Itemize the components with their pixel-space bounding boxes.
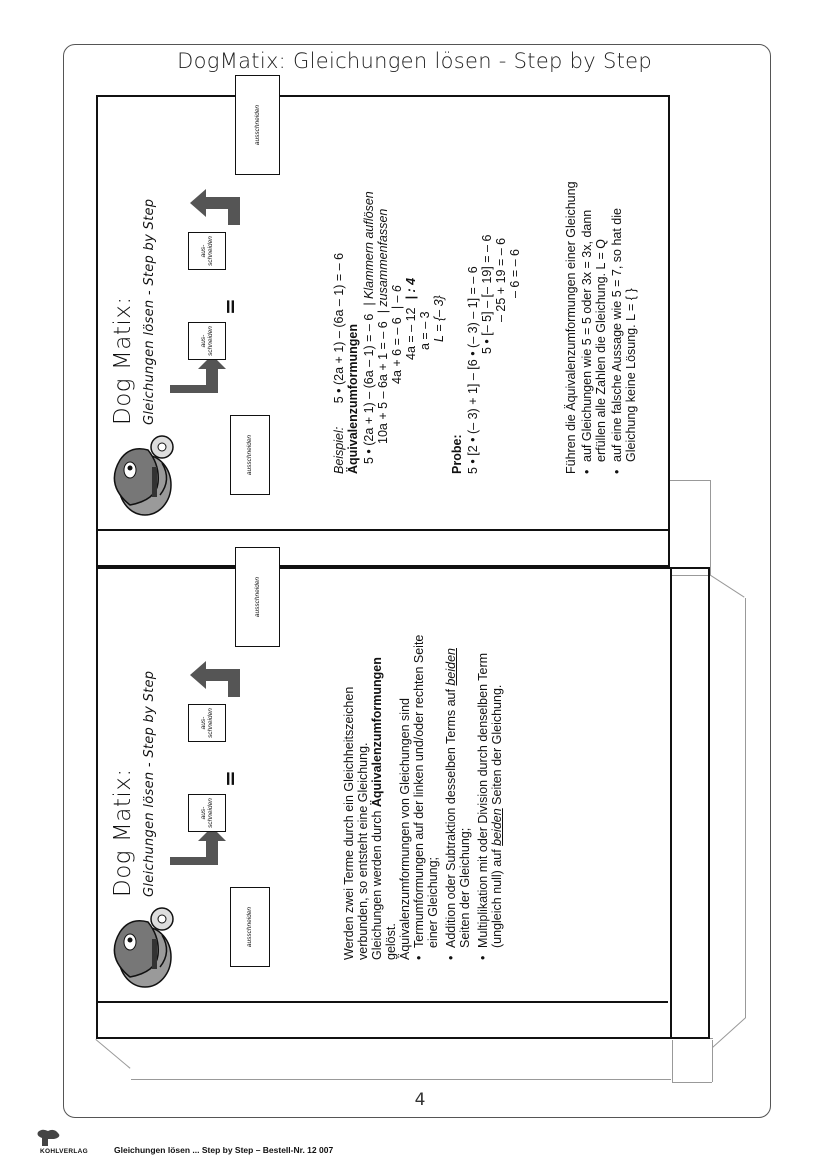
equals-sign: = [218, 298, 242, 315]
dog-mascot-icon [100, 430, 185, 525]
probe-row: 5 • [– 5] – [– 19] = – 6 [480, 234, 494, 354]
brand-subtitle: Gleichungen lösen - Step by Step [142, 670, 157, 897]
equation-row: 10a + 5 – 6a + 1 = – 6| zusammenfassen [376, 208, 390, 444]
cut-box-large-left: ausschneiden [230, 415, 270, 495]
intro-bullet: • Multiplikation mit oder Division durch denselben Term (ungleich null) auf beiden Seiten der Gleichung. [476, 620, 504, 960]
page-number: 4 [414, 1090, 426, 1110]
intro-paragraph: Äquivalenzumformungen von Gleichungen sind [398, 698, 412, 960]
intro-paragraph: Gleichungen werden durch Äquivalenzumformungen gelöst. [370, 657, 398, 960]
brand-name: Dog Matix: [110, 296, 136, 425]
probe-label: Probe: [450, 434, 464, 474]
probe-row: – 6 = – 6 [508, 249, 522, 298]
footer [34, 1128, 434, 1158]
arrow-up-right-icon [188, 180, 243, 225]
publisher-name: KOHLVERLAG [40, 1148, 89, 1155]
equals-sign: = [218, 770, 242, 787]
intro-paragraph: Werden zwei Terme durch ein Gleichheitszeichen verbunden, so entsteht eine Gleichung. [342, 686, 370, 960]
cut-box-large-left: ausschneiden [230, 887, 270, 967]
cut-box-large-right: ausschneiden [235, 547, 280, 647]
solution-set: L = {– 3} [432, 295, 446, 342]
brand-name: Dog Matix: [110, 768, 136, 897]
cut-box-large-right: ausschneiden [235, 75, 280, 175]
publisher-logo-icon [34, 1128, 74, 1150]
dog-mascot-icon [100, 902, 185, 997]
cut-box-small-2: aus- schneiden [188, 704, 226, 742]
cut-box-small-2: aus- schneiden [188, 232, 226, 270]
card-example-content [332, 4, 638, 474]
arrow-up-right-icon [188, 652, 243, 697]
card-example-header [100, 55, 290, 525]
cut-box-small-1: aus- schneiden [188, 794, 226, 832]
footer-text: Gleichungen lösen ... Step by Step – Bestell-Nr. 12 007 [114, 1145, 334, 1155]
beispiel-equation: 5 • (2a + 1) – (6a – 1) = – 6 [332, 252, 346, 404]
equation-row: 5 • (2a + 1) – (6a – 1) = – 6| Klammern auflösen [362, 191, 376, 464]
card-intro-header [100, 527, 290, 997]
section-heading: Äquivalenzumformungen [346, 323, 360, 474]
card-intro-content [342, 490, 542, 960]
equation-row: 4a + 6 = – 6| – 6 [390, 285, 404, 384]
summary-intro: Führen die Äquivalenzumformungen einer Gleichung [564, 181, 578, 474]
summary-bullet: • auf eine falsche Aussage wie 5 = 7, so hat die Gleichung keine Lösung. L = { } [610, 174, 638, 474]
equation-row: a = – 3 [418, 311, 432, 350]
intro-bullet: • Termumformungen auf der linken und/oder rechten Seite einer Gleichung; [412, 620, 440, 960]
intro-bullet: • Addition oder Subtraktion desselben Terms auf beiden Seiten der Gleichung; [444, 620, 472, 960]
brand-subtitle: Gleichungen lösen - Step by Step [142, 198, 157, 425]
page-title: DogMatix: Gleichungen lösen - Step by Step [177, 49, 652, 73]
summary-bullet: • auf Gleichungen wie 5 = 5 oder 3x = 3x, dann erfüllen alle Zahlen die Gleichung. L = Q [580, 174, 608, 474]
cut-box-small-1: aus- schneiden [188, 322, 226, 360]
beispiel-label: Beispiel: [332, 426, 346, 474]
equation-row: 4a = – 12| : 4 [404, 277, 418, 360]
probe-row: 5 • [2 • (– 3) + 1] – [6 • (– 3) – 1] = – 6 [466, 266, 480, 474]
probe-row: – 25 + 19 = – 6 [494, 237, 508, 322]
